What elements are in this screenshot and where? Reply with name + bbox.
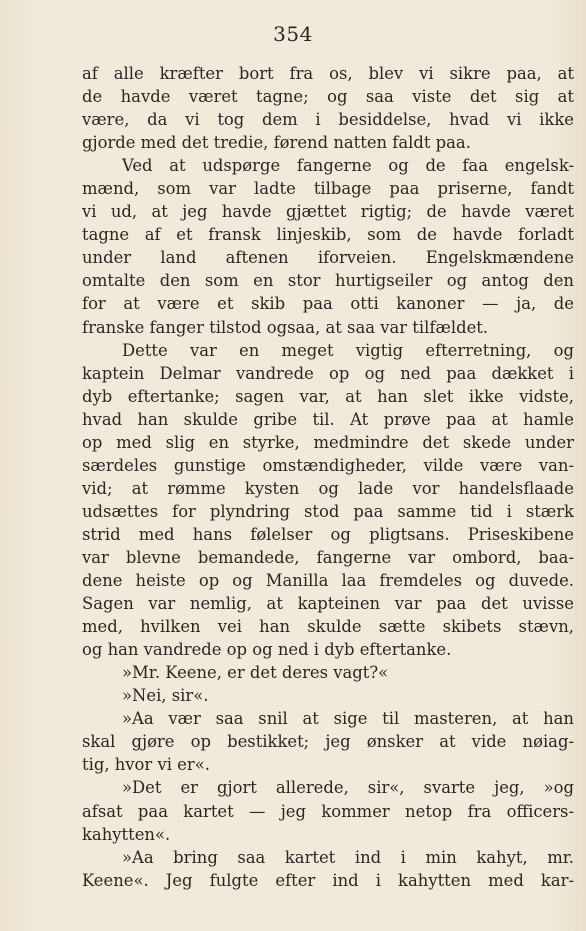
text-line: »Det er gjort allerede, sir«, svarte jeg, »og [122,778,574,798]
text-line: udsættes for plyndring stod paa samme tid i stærk [82,501,574,521]
text-line: skal gjøre op bestikket; jeg ønsker at vide nøiag- [82,732,574,752]
text-line: dyb eftertanke; sagen var, at han slet ikke vidste, [82,386,574,406]
text-line: omtalte den som en stor hurtigseiler og antog den [82,271,574,291]
text-line: »Mr. Keene, er det deres vagt?« [122,663,389,683]
text-line: strid med hans følelser og pligtsans. Priseskibene [82,524,574,544]
text-line: og han vandrede op og ned i dyb eftertanke. [82,640,452,660]
text-line: kaptein Delmar vandrede op og ned paa dækket i [82,363,574,383]
text-line: med, hvilken vei han skulde sætte skibets stævn, [82,617,574,637]
text-line: afsat paa kartet — jeg kommer netop fra officers- [82,801,574,821]
text-line: under land aftenen iforveien. Engelskmændene [82,248,574,268]
text-line: franske fanger tilstod ogsaa, at saa var tilfældet. [82,317,489,337]
text-line: Dette var en meget vigtig efterretning, og [122,340,574,360]
body-text [82,62,574,892]
text-line: tig, hvor vi er«. [82,755,210,775]
text-line: gjorde med det tredie, førend natten faldt paa. [82,133,471,153]
page-number: 354 [273,22,313,46]
text-line: dene heiste op og Manilla laa fremdeles og duvede. [82,571,574,591]
text-line: for at være et skib paa otti kanoner — ja, de [82,294,574,314]
text-line: »Nei, sir«. [122,686,209,706]
text-line: »Aa bring saa kartet ind i min kahyt, mr. [122,847,574,867]
text-line: Sagen var nemlig, at kapteinen var paa det uvisse [82,594,574,614]
text-line: af alle kræfter bort fra os, blev vi sikre paa, at [82,64,574,83]
text-line: tagne af et fransk linjeskib, som de havde forladt [82,225,574,245]
text-line: kahytten«. [82,824,171,844]
text-line: vid; at rømme kysten og lade vor handelsflaade [82,478,574,498]
text-line: vi ud, at jeg havde gjættet rigtig; de havde været [82,202,574,222]
text-line: hvad han skulde gribe til. At prøve paa at hamle [82,409,574,429]
text-line: var blevne bemandede, fangerne var ombord, baa- [82,547,574,567]
text-line: op med slig en styrke, medmindre det skede under [82,432,574,452]
text-line: Keene«. Jeg fulgte efter ind i kahytten med kar- [82,870,574,890]
text-line: Ved at udspørge fangerne og de faa engelsk- [122,156,574,176]
text-line: særdeles gunstige omstændigheder, vilde være van- [82,455,574,475]
text-line: de havde været tagne; og saa viste det sig at [82,87,574,107]
text-line: »Aa vær saa snil at sige til masteren, at han [122,709,574,729]
text-line: være, da vi tog dem i besiddelse, hvad vi ikke [82,110,574,130]
text-line: mænd, som var ladte tilbage paa priserne, fandt [82,179,574,199]
